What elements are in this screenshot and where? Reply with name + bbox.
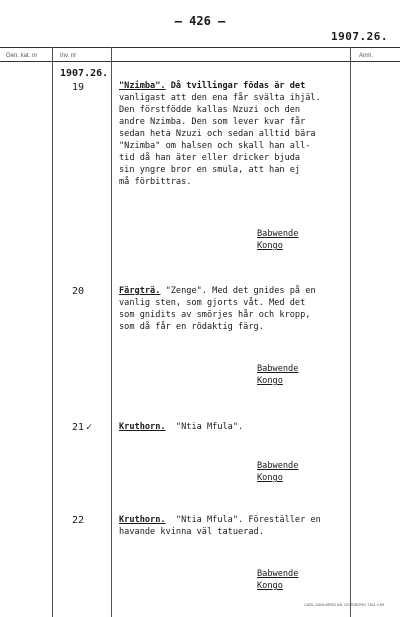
entry-number: 19 [71,82,84,93]
entry-number: 22 [71,515,84,526]
entry-origin: Babwende Kongo [257,569,299,591]
entry-number: 21 [71,422,84,433]
entry-title: Kruthorn. [119,422,166,432]
entry-origin: Babwende Kongo [257,364,299,386]
entry-description: Färgträ. "Zenge". Med det gnides på en vanlig sten, som gjorts våt. Med det som gnidits av smörjes hår och kropp, som då får en rödaktig färg. [119,286,316,332]
page-number: — 426 — [174,14,226,28]
column-inv-nr-label: Inv. nr [60,53,77,59]
entry-description: "Nzimba". Då tvillingar födas är det vanligast att den ena får svälta ihjäl. Den förstfödde kallas Nzuzi och den andre Nzimba. Den som lever kvar får sedan heta Nzuzi och sedan alltid bära "Nzimba" om halsen och skall han all- tid då han äter eller dricker bjuda sin yngre bror en smula, att han ej må förbittras. [119,81,321,187]
column-anm-label: Anm. [359,53,374,59]
entry-origin: Babwende Kongo [257,229,299,251]
header-rule-top [0,47,400,48]
entry-description: Kruthorn. "Ntia Mfula". Föreställer en havande kvinna väl tatuerad. [119,515,321,537]
entry-number: 20 [71,286,84,297]
entry-title: Kruthorn. [119,515,166,525]
column-gen-kat-label: Gen. kat. nr [6,53,38,59]
column-divider-1 [52,47,53,617]
entry-title: Färgträ. [119,286,161,296]
entry-description: Kruthorn. "Ntia Mfula". [119,422,244,432]
column-divider-3 [350,47,351,617]
printer-code: CARL DAHLBERG AB, GÖTEBORG 7451 4 69 [304,603,384,607]
year-header: 1907.26. [331,30,388,43]
catalog-year: 1907.26. [60,68,109,79]
header-rule-bottom [0,61,400,62]
column-divider-2 [111,47,112,617]
entry-title: "Nzimba". [119,81,166,91]
checkmark-icon: ✓ [86,422,93,433]
entry-origin: Babwende Kongo [257,461,299,483]
